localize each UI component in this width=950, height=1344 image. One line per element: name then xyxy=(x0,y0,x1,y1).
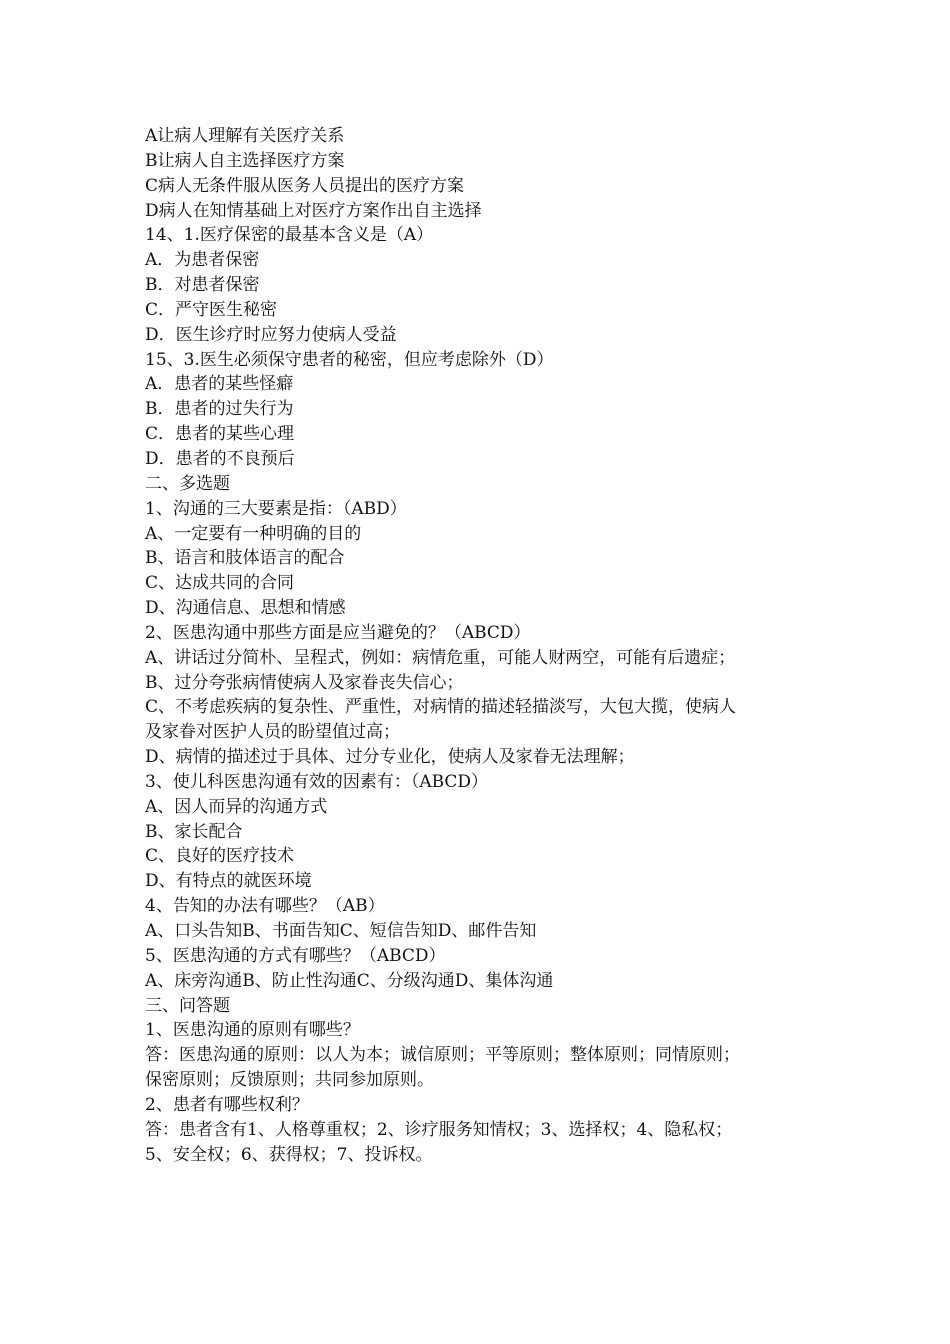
question-15: 15、3.医生必须保守患者的秘密，但应考虑除外（D） xyxy=(145,349,554,370)
q14-option-c: C．严守医生秘密 xyxy=(145,299,278,320)
mc3-option-a: A、因人而异的沟通方式 xyxy=(145,796,328,817)
qa-question-1: 1、医患沟通的原则有哪些？ xyxy=(145,1020,360,1041)
mc4-options: A、口头告知B、书面告知C、短信告知D、邮件告知 xyxy=(145,921,537,941)
mc2-option-c: C、不考虑疾病的复杂性、严重性，对病情的描述轻描淡写，大包大揽，使病人 xyxy=(145,697,737,718)
option-c-line: C病人无条件服从医务人员提出的医疗方案 xyxy=(145,175,465,196)
q14-option-a: A．为患者保密 xyxy=(145,250,260,271)
q15-option-c: C．患者的某些心理 xyxy=(145,424,295,445)
section-heading-qa: 三、问答题 xyxy=(145,995,230,1016)
mc2-option-c-continued: 及家眷对医护人员的盼望值过高； xyxy=(145,722,400,743)
document-page xyxy=(145,124,825,1167)
option-a-line: A让病人理解有关医疗关系 xyxy=(145,126,345,146)
question-14: 14、1.医疗保密的最基本含义是（A） xyxy=(145,225,434,246)
qa-question-2: 2、患者有哪些权利？ xyxy=(145,1094,309,1115)
option-d-line: D病人在知情基础上对医疗方案作出自主选择 xyxy=(145,200,482,221)
qa2-answer-continued: 5、安全权；6、获得权；7、投诉权。 xyxy=(145,1144,433,1165)
mc3-option-d: D、有特点的就医环境 xyxy=(145,871,312,892)
qa1-answer: 答：医患沟通的原则：以人为本；诚信原则；平等原则；整体原则；同情原则； xyxy=(145,1045,740,1066)
qa1-answer-continued: 保密原则；反馈原则；共同参加原则。 xyxy=(145,1070,434,1091)
mc-question-5: 5、医患沟通的方式有哪些？（ABCD） xyxy=(145,945,446,966)
qa2-answer: 答：患者含有1、人格尊重权；2、诊疗服务知情权；3、选择权；4、隐私权； xyxy=(145,1119,733,1140)
mc1-option-b: B、语言和肢体语言的配合 xyxy=(145,548,345,569)
mc-question-4: 4、告知的办法有哪些？（AB） xyxy=(145,896,385,917)
section-heading-multiple-choice: 二、多选题 xyxy=(145,473,230,494)
mc1-option-d: D、沟通信息、思想和情感 xyxy=(145,598,346,619)
mc-question-1: 1、沟通的三大要素是指：（ABD） xyxy=(145,498,407,519)
q15-option-a: A．患者的某些怪癖 xyxy=(145,374,294,395)
mc3-option-c: C、良好的医疗技术 xyxy=(145,846,295,867)
mc2-option-b: B、过分夸张病情使病人及家眷丧失信心； xyxy=(145,672,464,693)
q15-option-d: D．患者的不良预后 xyxy=(145,448,295,469)
mc1-option-c: C、达成共同的合同 xyxy=(145,573,295,594)
mc5-options: A、床旁沟通B、防止性沟通C、分级沟通D、集体沟通 xyxy=(145,970,554,991)
mc1-option-a: A、一定要有一种明确的目的 xyxy=(145,523,362,544)
mc-question-3: 3、使儿科医患沟通有效的因素有：（ABCD） xyxy=(145,771,489,792)
q15-option-b: B．患者的过失行为 xyxy=(145,399,294,420)
mc-question-2: 2、医患沟通中那些方面是应当避免的？（ABCD） xyxy=(145,622,531,643)
q14-option-d: D．医生诊疗时应努力使病人受益 xyxy=(145,324,397,345)
q14-option-b: B．对患者保密 xyxy=(145,275,260,296)
mc2-option-a: A、讲话过分简朴、呈程式，例如：病情危重，可能人财两空，可能有后遗症； xyxy=(145,647,736,668)
mc3-option-b: B、家长配合 xyxy=(145,821,243,842)
mc2-option-d: D、病情的描述过于具体、过分专业化，使病人及家眷无法理解； xyxy=(145,747,635,768)
option-b-line: B让病人自主选择医疗方案 xyxy=(145,150,345,171)
